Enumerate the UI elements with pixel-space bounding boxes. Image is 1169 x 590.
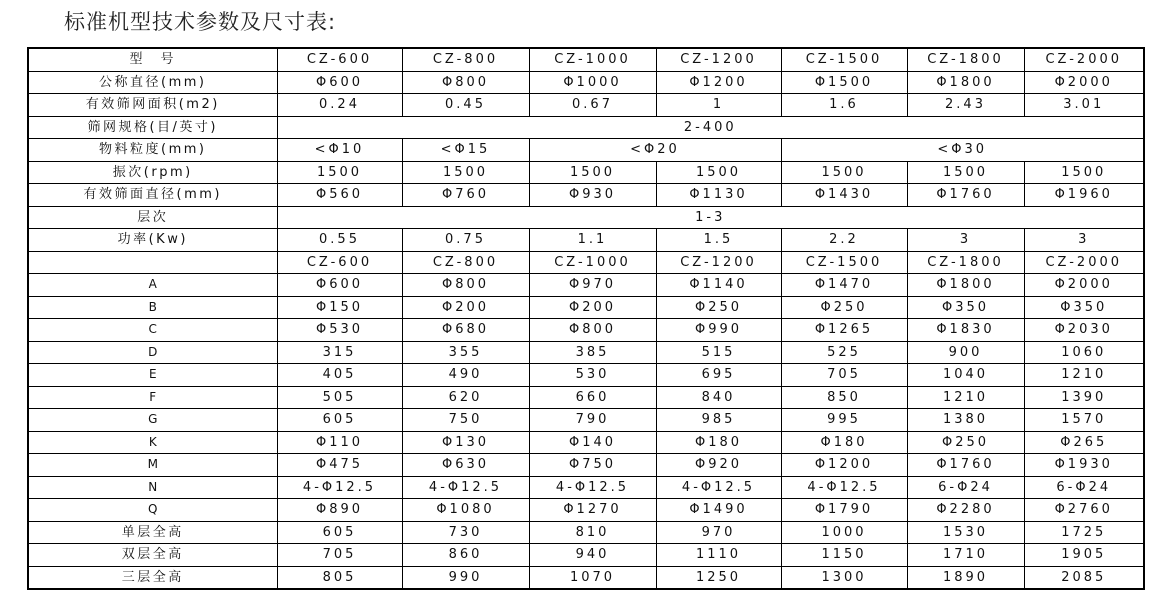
table-cell: 2085 [1024,566,1144,589]
table-cell: 0.55 [277,229,402,252]
table-row [28,431,1144,454]
table-cell: Φ1200 [656,71,781,94]
table-cell: Φ2000 [1024,71,1144,94]
table-cell: 1210 [907,386,1024,409]
table-cell: 705 [277,544,402,567]
row-label: F [28,386,277,409]
table-row [28,544,1144,567]
table-row [28,566,1144,589]
table-cell: Φ530 [277,319,402,342]
table-cell: Φ1080 [402,499,529,522]
row-label: 有效筛网面积(m2) [28,94,277,117]
table-cell: Φ2280 [907,499,1024,522]
row-label: 功率(Kw) [28,229,277,252]
table-cell: 1070 [529,566,656,589]
table-cell: Φ760 [402,184,529,207]
table-row [28,476,1144,499]
table-cell: Φ600 [277,274,402,297]
table-cell: CZ-600 [277,251,402,274]
table-cell: 805 [277,566,402,589]
table-row [28,229,1144,252]
table-cell: <Φ10 [277,139,402,162]
table-cell: 1500 [277,161,402,184]
table-cell: Φ265 [1024,431,1144,454]
table-cell: 605 [277,409,402,432]
spec-table [27,47,1145,590]
table-row [28,521,1144,544]
table-cell: 385 [529,341,656,364]
table-cell: CZ-800 [402,48,529,71]
table-cell: 1060 [1024,341,1144,364]
table-cell: 4-Φ12.5 [781,476,907,499]
table-cell: Φ680 [402,319,529,342]
table-cell: Φ800 [529,319,656,342]
table-cell: 750 [402,409,529,432]
table-cell: Φ350 [907,296,1024,319]
row-label: 单层全高 [28,521,277,544]
table-cell: 1500 [402,161,529,184]
table-cell: Φ1130 [656,184,781,207]
table-cell: 660 [529,386,656,409]
row-label: M [28,454,277,477]
table-cell: Φ1960 [1024,184,1144,207]
table-row [28,341,1144,364]
table-cell: 3.01 [1024,94,1144,117]
table-cell: CZ-600 [277,48,402,71]
table-cell: CZ-1800 [907,48,1024,71]
table-cell: <Φ15 [402,139,529,162]
table-row [28,206,1144,229]
table-cell: 985 [656,409,781,432]
table-cell: CZ-1800 [907,251,1024,274]
table-cell: 1500 [1024,161,1144,184]
table-cell: Φ1265 [781,319,907,342]
table-cell: 4-Φ12.5 [402,476,529,499]
row-label [28,251,277,274]
table-cell: 995 [781,409,907,432]
row-label: G [28,409,277,432]
table-cell: CZ-1500 [781,251,907,274]
table-cell: Φ2030 [1024,319,1144,342]
row-label: 双层全高 [28,544,277,567]
table-row [28,499,1144,522]
table-cell: 1500 [656,161,781,184]
row-label: C [28,319,277,342]
table-cell: 0.75 [402,229,529,252]
table-cell: Φ800 [402,274,529,297]
table-cell: Φ1490 [656,499,781,522]
table-cell: 1710 [907,544,1024,567]
table-cell: Φ200 [529,296,656,319]
table-cell: 1905 [1024,544,1144,567]
table-cell: Φ350 [1024,296,1144,319]
row-label: K [28,431,277,454]
table-cell: 1040 [907,364,1024,387]
table-cell: Φ930 [529,184,656,207]
table-row [28,251,1144,274]
table-cell: 355 [402,341,529,364]
spec-table-body [28,48,1144,589]
row-label: 公称直径(mm) [28,71,277,94]
table-row [28,409,1144,432]
table-cell: 1.1 [529,229,656,252]
table-cell: CZ-800 [402,251,529,274]
table-cell: 1500 [907,161,1024,184]
table-cell: 0.45 [402,94,529,117]
table-cell: Φ1800 [907,274,1024,297]
table-cell: Φ1790 [781,499,907,522]
table-row [28,319,1144,342]
table-cell: 1300 [781,566,907,589]
table-cell: 620 [402,386,529,409]
table-cell: Φ630 [402,454,529,477]
table-cell: Φ890 [277,499,402,522]
table-cell: Φ1830 [907,319,1024,342]
table-row [28,184,1144,207]
table-cell: 605 [277,521,402,544]
row-label: E [28,364,277,387]
table-cell: 1.5 [656,229,781,252]
table-cell: Φ1000 [529,71,656,94]
table-cell: Φ1140 [656,274,781,297]
table-cell: 940 [529,544,656,567]
table-cell: 860 [402,544,529,567]
table-cell: 0.67 [529,94,656,117]
table-cell: 3 [1024,229,1144,252]
table-cell: 1110 [656,544,781,567]
table-cell: Φ560 [277,184,402,207]
row-label: 筛网规格(目/英寸) [28,116,277,139]
table-row [28,161,1144,184]
table-cell: Φ250 [781,296,907,319]
table-cell: <Φ20 [529,139,781,162]
table-cell: CZ-1200 [656,251,781,274]
table-cell: 1-3 [277,206,1144,229]
table-row [28,274,1144,297]
table-cell: 4-Φ12.5 [656,476,781,499]
table-cell: 2.43 [907,94,1024,117]
table-cell: Φ1760 [907,454,1024,477]
page-title: 标准机型技术参数及尺寸表: [64,10,337,34]
table-cell: 1500 [529,161,656,184]
table-cell: Φ1760 [907,184,1024,207]
table-row [28,71,1144,94]
table-cell: 505 [277,386,402,409]
table-cell: 405 [277,364,402,387]
table-cell: CZ-1500 [781,48,907,71]
row-label: 三层全高 [28,566,277,589]
table-cell: CZ-2000 [1024,251,1144,274]
table-cell: Φ180 [656,431,781,454]
table-cell: 515 [656,341,781,364]
row-label: Q [28,499,277,522]
table-cell: CZ-1000 [529,48,656,71]
table-cell: 1150 [781,544,907,567]
table-cell: 6-Φ24 [907,476,1024,499]
table-row [28,386,1144,409]
table-cell: Φ250 [907,431,1024,454]
table-cell: CZ-2000 [1024,48,1144,71]
table-cell: Φ1800 [907,71,1024,94]
table-row [28,296,1144,319]
table-row [28,94,1144,117]
table-row [28,139,1144,162]
table-cell: 970 [656,521,781,544]
table-row [28,454,1144,477]
table-cell: 1380 [907,409,1024,432]
table-cell: 1000 [781,521,907,544]
table-cell: 850 [781,386,907,409]
row-label: 层次 [28,206,277,229]
table-cell: 1.6 [781,94,907,117]
table-cell: 1725 [1024,521,1144,544]
table-cell: Φ110 [277,431,402,454]
row-label: 物料粒度(mm) [28,139,277,162]
table-cell: CZ-1000 [529,251,656,274]
table-cell: 530 [529,364,656,387]
table-cell: Φ920 [656,454,781,477]
table-cell: 900 [907,341,1024,364]
table-cell: 990 [402,566,529,589]
table-cell: 705 [781,364,907,387]
table-cell: Φ180 [781,431,907,454]
table-cell: 1500 [781,161,907,184]
table-cell: Φ2760 [1024,499,1144,522]
table-cell: 840 [656,386,781,409]
table-cell: 790 [529,409,656,432]
table-cell: Φ140 [529,431,656,454]
table-cell: 1530 [907,521,1024,544]
table-cell: 1570 [1024,409,1144,432]
row-label: D [28,341,277,364]
table-cell: Φ1930 [1024,454,1144,477]
table-cell: 3 [907,229,1024,252]
table-cell: Φ750 [529,454,656,477]
row-label: 型 号 [28,48,277,71]
table-row [28,364,1144,387]
table-cell: 4-Φ12.5 [529,476,656,499]
row-label: B [28,296,277,319]
table-cell: CZ-1200 [656,48,781,71]
table-cell: Φ970 [529,274,656,297]
table-cell: Φ800 [402,71,529,94]
table-cell: 1210 [1024,364,1144,387]
table-cell: 4-Φ12.5 [277,476,402,499]
row-label: A [28,274,277,297]
table-cell: 6-Φ24 [1024,476,1144,499]
table-cell: Φ150 [277,296,402,319]
table-cell: 490 [402,364,529,387]
table-cell: Φ1270 [529,499,656,522]
table-cell: 1390 [1024,386,1144,409]
table-cell: Φ1500 [781,71,907,94]
table-cell: Φ475 [277,454,402,477]
table-cell: Φ600 [277,71,402,94]
table-cell: Φ1470 [781,274,907,297]
table-cell: 2.2 [781,229,907,252]
table-cell: Φ990 [656,319,781,342]
table-cell: Φ200 [402,296,529,319]
table-cell: 525 [781,341,907,364]
table-cell: 1250 [656,566,781,589]
table-row [28,116,1144,139]
table-cell: 1 [656,94,781,117]
table-cell: 315 [277,341,402,364]
row-label: 有效筛面直径(mm) [28,184,277,207]
table-cell: Φ250 [656,296,781,319]
table-cell: 730 [402,521,529,544]
table-cell: 1890 [907,566,1024,589]
table-row [28,48,1144,71]
table-cell: Φ1200 [781,454,907,477]
table-cell: 0.24 [277,94,402,117]
row-label: 振次(rpm) [28,161,277,184]
table-cell: Φ2000 [1024,274,1144,297]
table-cell: Φ130 [402,431,529,454]
table-cell: Φ1430 [781,184,907,207]
table-cell: 2-400 [277,116,1144,139]
table-cell: <Φ30 [781,139,1144,162]
table-cell: 695 [656,364,781,387]
row-label: N [28,476,277,499]
table-cell: 810 [529,521,656,544]
